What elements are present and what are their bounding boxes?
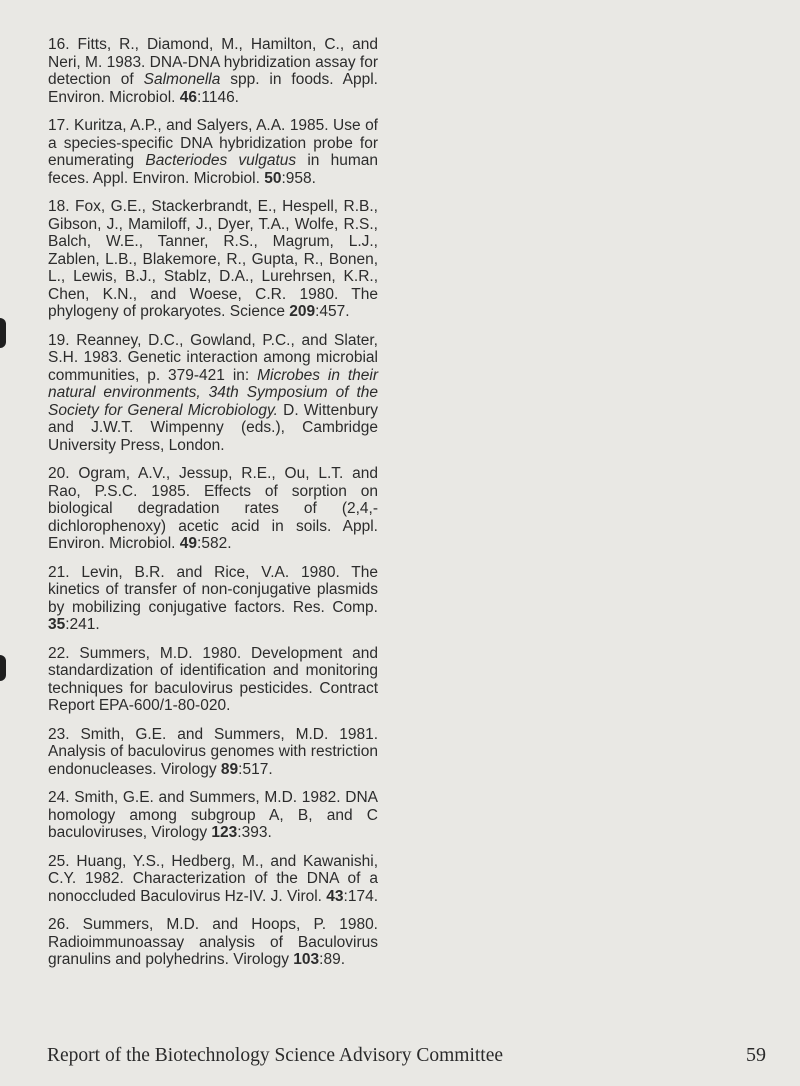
reference-text: 25. Huang, Y.S., Hedberg, M., and Kawanishi, C.Y. 1982. Characterization of the DNA of a nonoccluded Baculovirus Hz-IV. J. Virol. [48, 852, 378, 905]
reference-entry [48, 465, 378, 553]
reference-text: spp. in foods. Appl. Environ. Microbiol. [48, 71, 378, 106]
reference-text: :89. [319, 951, 346, 968]
reference-text: 89 [220, 760, 239, 778]
reference-text: 35 [48, 616, 66, 633]
reference-text: 209 [289, 303, 316, 320]
reference-text: :457. [315, 303, 350, 320]
reference-text: 26. Summers, M.D. and Hoops, P. 1980. Radioimmunoassay analysis of Baculovirus granulins and polyhedrins. Virology [48, 916, 378, 968]
reference-text: 20. Ogram, A.V., Jessup, R.E., Ou, L.T. and Rao, P.S.C. 1985. Effects of sorption on biological degradation rates of (2,4,-dichlorophenoxy) acetic acid in soils. Appl. Environ. Microbiol. [48, 465, 378, 552]
reference-text: 103 [293, 951, 320, 968]
reference-text: :517. [238, 760, 273, 778]
reference-text: :393. [237, 824, 272, 841]
reference-entry [48, 853, 378, 906]
reference-list [48, 36, 378, 980]
reference-text: 21. Levin, B.R. and Rice, V.A. 1980. The kinetics of transfer of non-conjugative plasmids by mobilizing conjugative factors. Res. Comp. [48, 563, 378, 616]
reference-entry [48, 789, 378, 842]
reference-text: Bacteriodes vulgatus [145, 152, 297, 169]
reference-entry [48, 564, 378, 634]
reference-text: 24. Smith, G.E. and Summers, M.D. 1982. DNA homology among subgroup A, B, and C baculoviruses, Virology [48, 789, 378, 841]
reference-entry [48, 117, 378, 187]
reference-text: :241. [65, 616, 100, 633]
reference-entry [48, 916, 378, 969]
reference-text: 46 [179, 88, 198, 106]
reference-text: Salmonella [143, 71, 221, 88]
page-number: 59 [746, 1044, 766, 1066]
reference-entry [48, 332, 378, 455]
reference-text: 23. Smith, G.E. and Summers, M.D. 1981. Analysis of baculovirus genomes with restriction endonucleases. Virology [48, 725, 378, 778]
reference-text: 49 [179, 535, 198, 552]
reference-text: :174. [343, 887, 379, 905]
footer-report-title: Report of the Biotechnology Science Advisory Committee [47, 1045, 504, 1066]
reference-text: 17. Kuritza, A.P., and Salyers, A.A. 1985. Use of a species-specific DNA hybridization probe for enumerating [48, 117, 378, 169]
reference-entry [48, 36, 378, 106]
reference-text: :958. [281, 169, 316, 187]
reference-text: 22. Summers, M.D. 1980. Development and standardization of identification and monitoring techniques for baculovirus pesticides. Contract Report EPA-600/1-80-020. [48, 644, 378, 714]
reference-entry [48, 645, 378, 715]
reference-entry [48, 198, 378, 321]
reference-text: Microbes in their natural environments, 34th Symposium of the Society for General Microbiology. [48, 366, 378, 419]
reference-text: 50 [264, 169, 282, 187]
reference-entry [48, 726, 378, 779]
reference-text: in human feces. Appl. Environ. Microbiol. [48, 152, 378, 187]
reference-text: 18. Fox, G.E., Stackerbrandt, E., Hespell, R.B., Gibson, J., Mamiloff, J., Dyer, T.A., Wolfe, R.S., Balch, W.E., Tanner, R.S., Magrum, L.J., Zablen, L.B., Blakemore, R., Gupta, R., Bonen, L., Lewis, B.J., Stablz, D.A., Lurehrsen, K.R., Chen, K.N., and Woese, C.R. 1980. The phylogeny of prokaryotes. Science [48, 198, 378, 320]
reference-text: 123 [211, 824, 238, 841]
punch-hole-mark [0, 318, 6, 348]
reference-text: :1146. [197, 88, 239, 106]
punch-hole-mark [0, 655, 6, 681]
reference-text: 19. Reanney, D.C., Gowland, P.C., and Slater, S.H. 1983. Genetic interaction among microbial communities, p. 379-421 in: [48, 331, 378, 384]
reference-text: D. Wittenbury and J.W.T. Wimpenny (eds.), Cambridge University Press, London. [48, 401, 378, 454]
reference-text: :582. [197, 535, 232, 552]
reference-text: 43 [326, 887, 344, 905]
reference-text: 16. Fitts, R., Diamond, M., Hamilton, C., and Neri, M. 1983. DNA-DNA hybridization assay for detection of [48, 36, 378, 88]
